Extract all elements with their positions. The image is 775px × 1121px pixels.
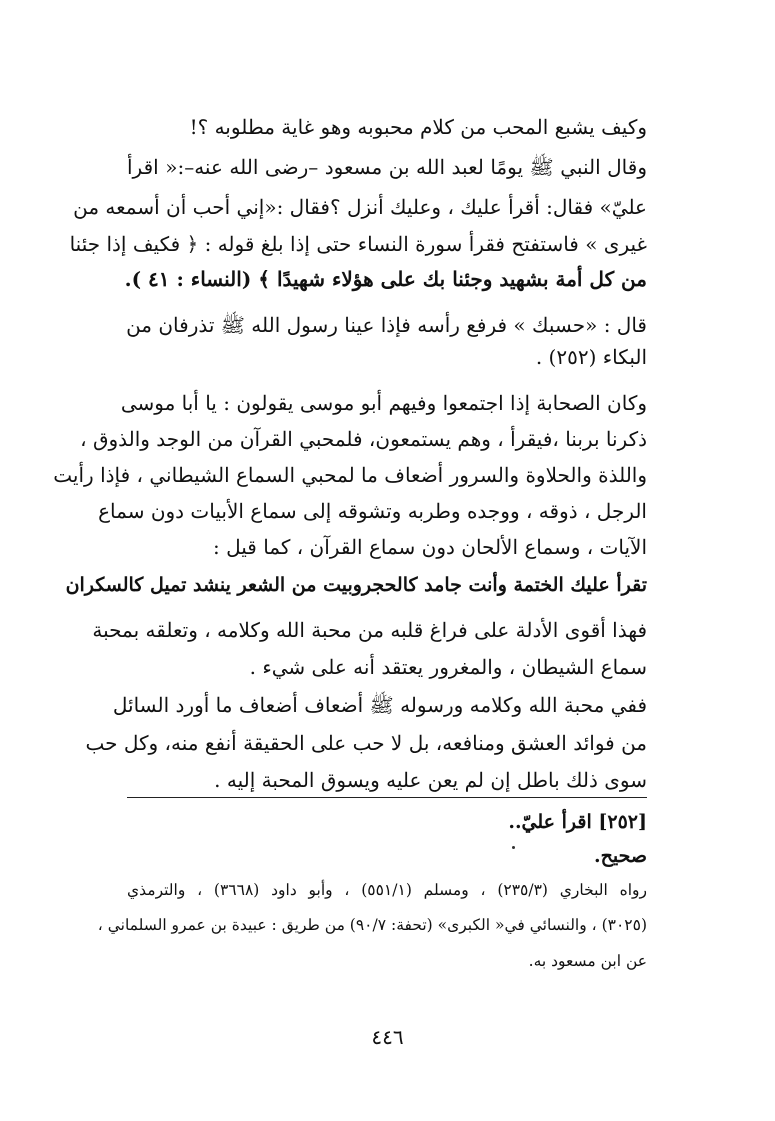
text-line: الآيات ، وسماع الألحان دون سماع القرآن ، كما قيل : xyxy=(213,535,647,559)
text-line: وقال النبي ﷺ يومًا لعبد الله بن مسعود –رضى الله عنه–:« اقرأ xyxy=(127,155,647,179)
footnote-line: (٣٠٢٥) ، والنسائي في« الكبرى» (تحفة: ٩٠/٧) من طريق : عبيدة بن عمرو السلماني ، xyxy=(97,916,647,934)
text-line: سوى ذلك باطل إن لم يعن عليه ويسوق المحبة إليه . xyxy=(214,768,647,792)
text-line: عليّ» فقال: أقرأ عليك ، وعليك أنزل ؟فقال :«إني أحب أن أسمعه من xyxy=(73,195,647,219)
text-line: وكان الصحابة إذا اجتمعوا وفيهم أبو موسى يقولون : يا أبا موسى xyxy=(120,391,647,415)
text-line: الرجل ، ذوقه ، ووجده وطربه وتشوقه إلى سماع الأبيات دون سماع xyxy=(98,499,647,523)
text-line: البكاء (٢٥٢) . xyxy=(535,345,647,369)
footnote-grade: صحيح. xyxy=(593,845,647,867)
verse-right-hemistich: تقرأ عليك الختمة وأنت جامد كالحجر xyxy=(361,574,647,596)
text-line: ذكرنا بربنا ،فيقرأ ، وهم يستمعون، فلمحبي القرآن من الوجد والذوق ، xyxy=(80,427,647,451)
speck-mark xyxy=(512,846,515,849)
text-line: سماع الشيطان ، والمغرور يعتقد أنه على شيء . xyxy=(249,655,647,679)
text-line: من فوائد العشق ومنافعه، بل لا حب على الحقيقة أنفع منه، وكل حب xyxy=(85,731,647,755)
poetry-verse xyxy=(65,570,647,602)
text-line: من كل أمة بشهيد وجئنا بك على هؤلاء شهيدًا ﴾ (النساء : ٤١ ). xyxy=(124,267,647,291)
text-line: وكيف يشبع المحب من كلام محبوبه وهو غاية مطلوبه ؟! xyxy=(189,115,647,139)
verse-left-hemistich: وبيت من الشعر ينشد تميل كالسكران xyxy=(65,574,362,596)
footnote-separator xyxy=(127,797,647,798)
text-line: قال : «حسبك » فرفع رأسه فإذا عينا رسول الله ﷺ تذرفان من xyxy=(126,313,647,337)
page-number: ٤٤٦ xyxy=(371,1025,404,1049)
text-line: غيرى » فاستفتح فقرأ سورة النساء حتى إذا بلغ قوله : ﴿ فكيف إذا جئنا xyxy=(69,232,647,256)
footnote-reference: [٢٥٢] اقرأ عليّ.. xyxy=(508,811,647,833)
text-line: واللذة والحلاوة والسرور أضعاف ما لمحبي السماع الشيطاني ، فإذا رأيت xyxy=(53,463,647,487)
text-line: ففي محبة الله وكلامه ورسوله ﷺ أضعاف أضعاف ما أورد السائل xyxy=(112,693,647,717)
footnote-line: عن ابن مسعود به. xyxy=(528,952,647,970)
text-line: فهذا أقوى الأدلة على فراغ قلبه من محبة الله وكلامه ، وتعلقه بمحبة xyxy=(92,618,647,642)
footnote-line: رواه البخاري (٢٣٥/٣) ، ومسلم (٥٥١/١) ، وأبو داود (٣٦٦٨) ، والترمذي xyxy=(127,881,647,899)
